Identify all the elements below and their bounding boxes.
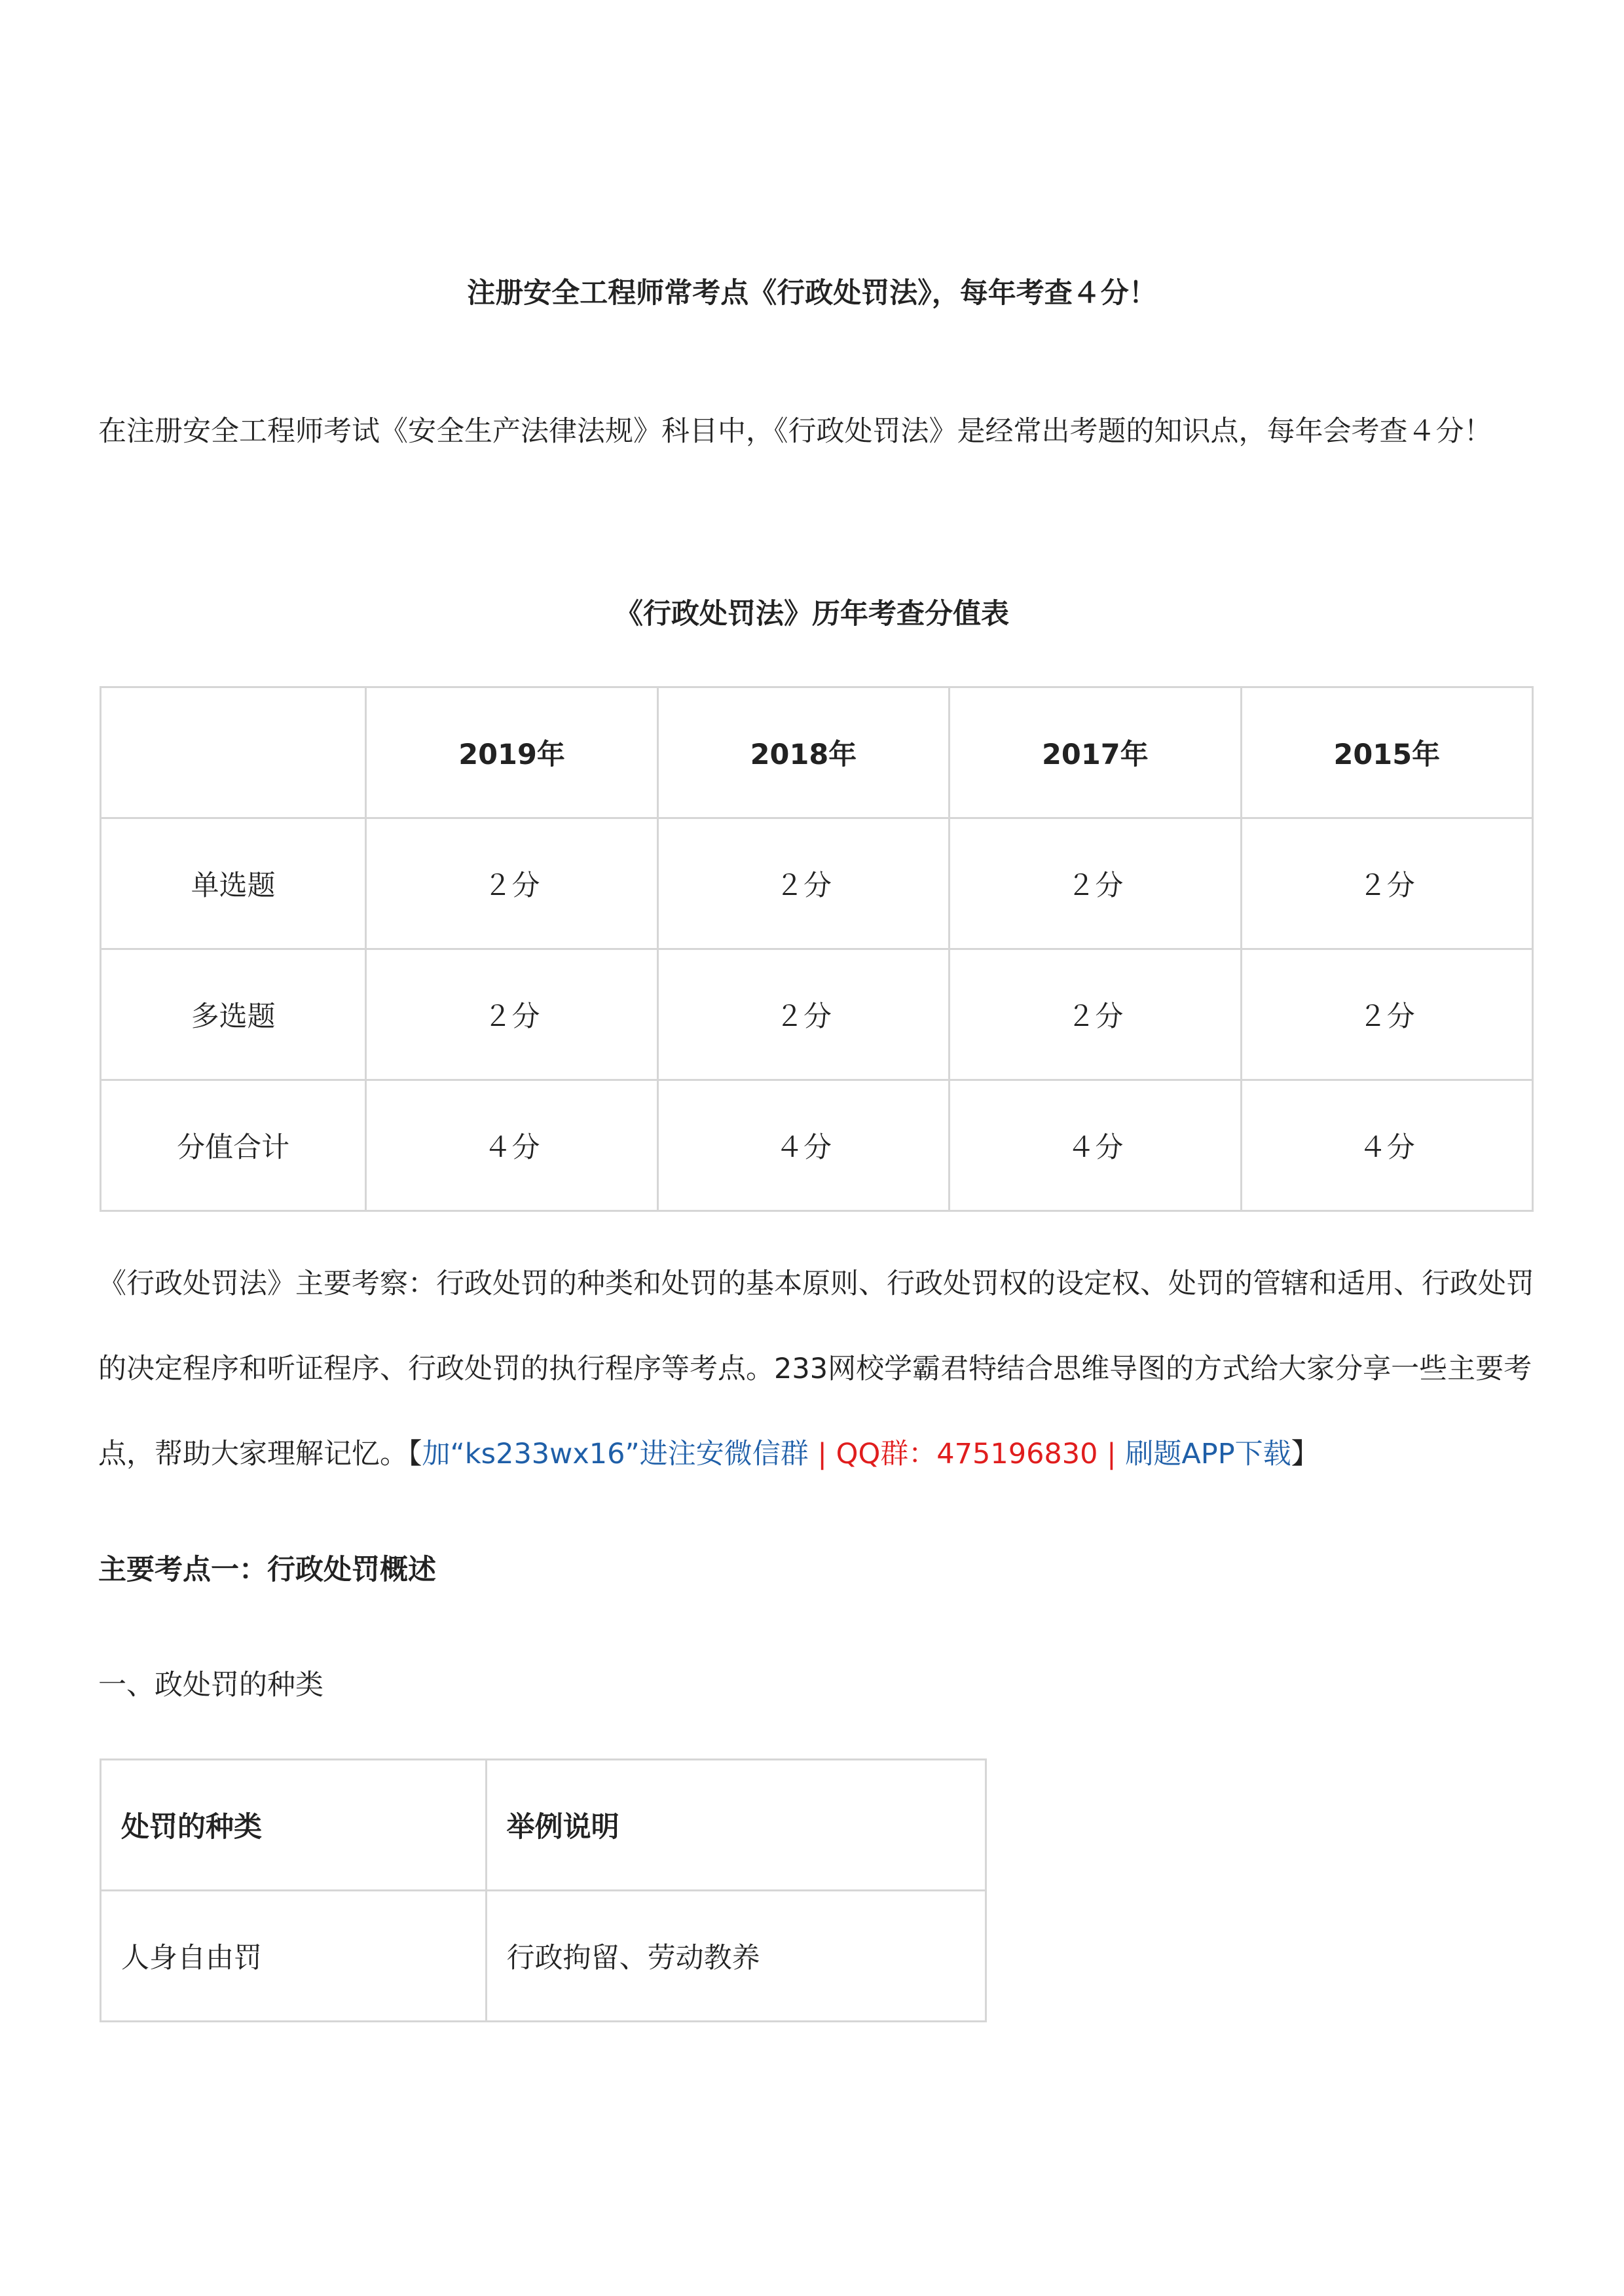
overview-paragraph	[98, 1241, 1539, 1497]
sub-heading: 一、政处罚的种类	[98, 1669, 323, 1702]
table-header-row	[101, 1760, 986, 1891]
table-header-row	[101, 687, 1533, 818]
link-separator: |	[1098, 1438, 1126, 1470]
table-row	[101, 1080, 1533, 1211]
table-header-cell: 处罚的种类	[101, 1760, 487, 1891]
table-cell: 人身自由罚	[101, 1891, 487, 2022]
table-cell: ２分	[950, 949, 1241, 1080]
table-cell: ４分	[950, 1080, 1241, 1211]
bracket-open: 【	[408, 1438, 422, 1470]
table-header-cell: 2015年	[1241, 687, 1532, 818]
score-table-caption: 《行政处罚法》历年考查分值表	[615, 598, 1009, 630]
table-header-cell	[101, 687, 366, 818]
table-header-cell: 2017年	[950, 687, 1241, 818]
table-cell: ２分	[366, 949, 657, 1080]
table-cell: ４分	[657, 1080, 949, 1211]
app-download-link[interactable]: 刷题APP下载	[1125, 1438, 1291, 1470]
table-cell: ２分	[657, 818, 949, 949]
document-title: 注册安全工程师常考点《行政处罚法》，每年考查４分！	[467, 277, 1157, 310]
score-table	[100, 686, 1534, 1212]
table-cell: ２分	[1241, 818, 1532, 949]
table-row	[101, 949, 1533, 1080]
table-row	[101, 1891, 986, 2022]
overview-text: 《行政处罚法》主要考察：行政处罚的种类和处罚的基本原则、行政处罚权的设定权、处罚的管辖和适用、行政处罚的决定程序和听证程序、行政处罚的执行程序等考点。233网校学霸君特结合思维导图的方式给大家分享一些主要考点，帮助大家理解记忆。	[98, 1267, 1534, 1470]
link-separator: |	[808, 1438, 836, 1470]
section-heading: 主要考点一：行政处罚概述	[98, 1554, 436, 1586]
table-cell: 行政拘留、劳动教养	[486, 1891, 986, 2022]
row-label: 多选题	[101, 949, 366, 1080]
intro-paragraph: 在注册安全工程师考试《安全生产法律法规》科目中，《行政处罚法》是经常出考题的知识点，每年会考查４分！	[98, 415, 1492, 448]
qq-group-link[interactable]: QQ群：475196830	[836, 1438, 1098, 1470]
table-row	[101, 818, 1533, 949]
table-header-cell: 2019年	[366, 687, 657, 818]
wechat-group-link[interactable]: 加“ks233wx16”进注安微信群	[422, 1438, 809, 1470]
table-cell: ２分	[366, 818, 657, 949]
table-header-cell: 2018年	[657, 687, 949, 818]
bracket-close: 】	[1291, 1438, 1320, 1470]
table-header-cell: 举例说明	[486, 1760, 986, 1891]
penalty-kind-table	[100, 1758, 987, 2022]
table-cell: ２分	[657, 949, 949, 1080]
row-label: 分值合计	[101, 1080, 366, 1211]
table-cell: ２分	[950, 818, 1241, 949]
table-cell: ４分	[366, 1080, 657, 1211]
table-cell: ４分	[1241, 1080, 1532, 1211]
row-label: 单选题	[101, 818, 366, 949]
table-cell: ２分	[1241, 949, 1532, 1080]
